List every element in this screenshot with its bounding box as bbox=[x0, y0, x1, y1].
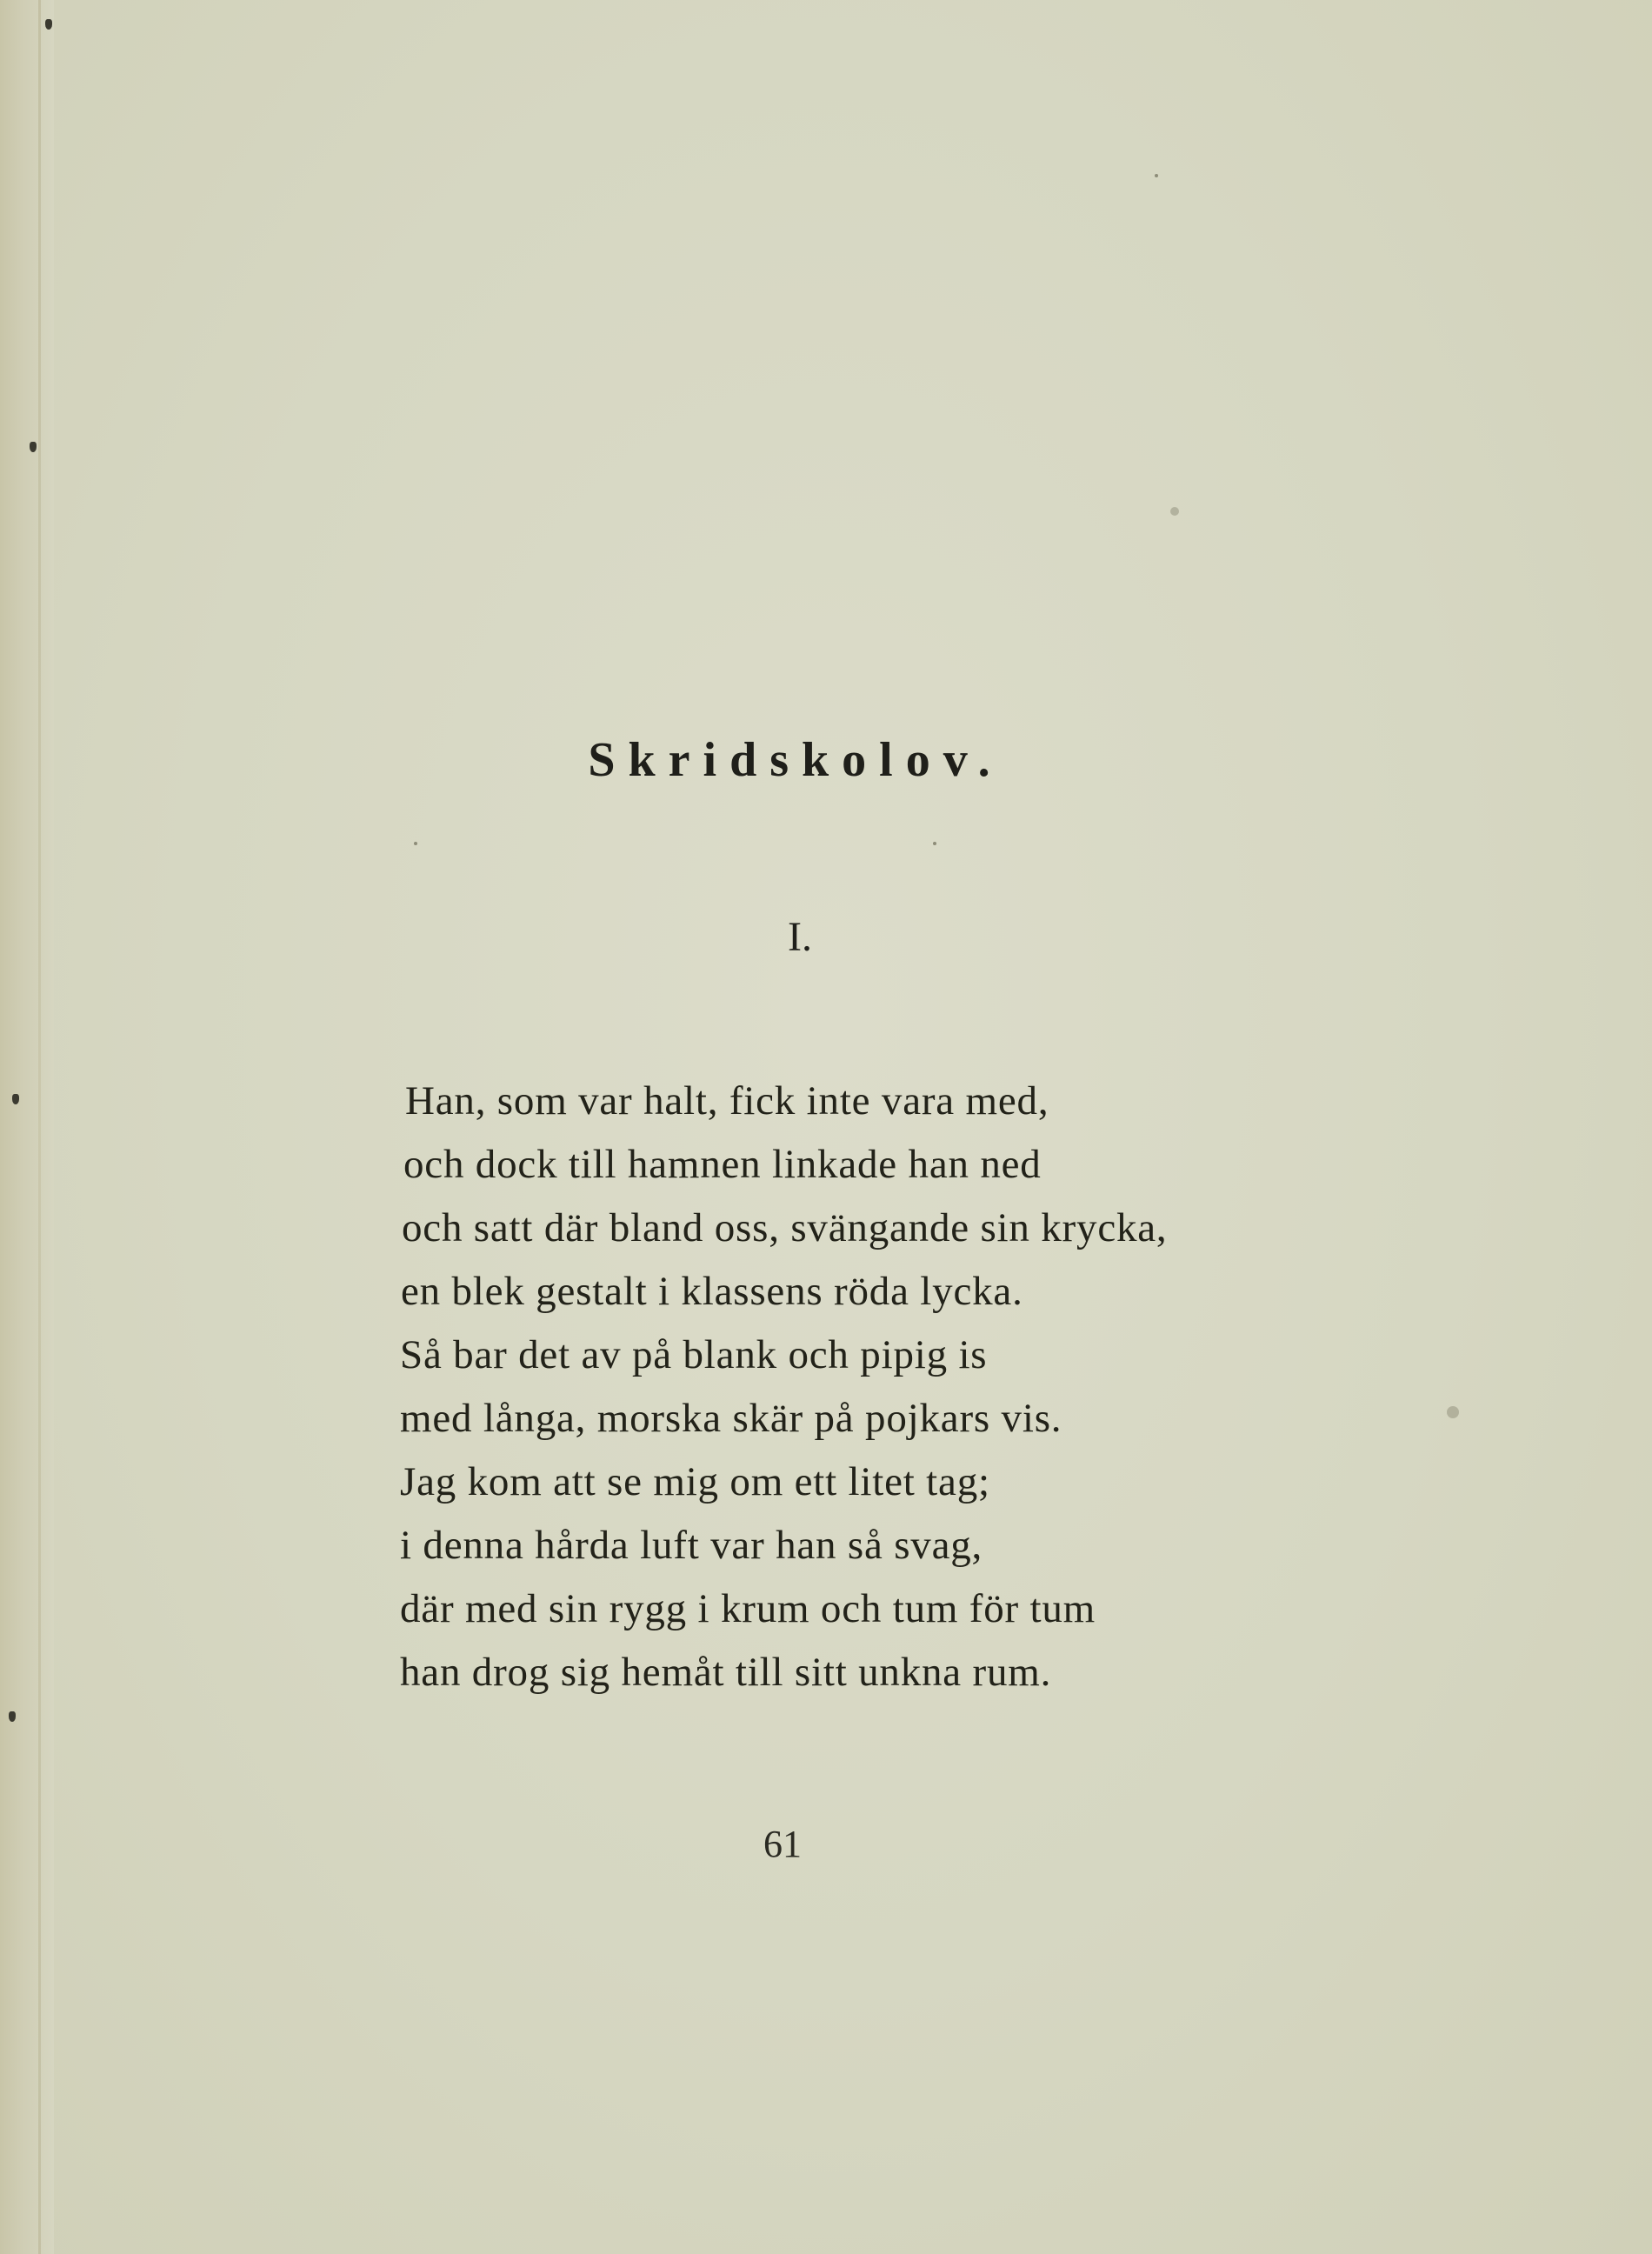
poem-line: där med sin rygg i krum och tum för tum bbox=[400, 1586, 1096, 1631]
poem-title: Skridskolov. bbox=[588, 733, 1003, 787]
paper-speck bbox=[1447, 1406, 1459, 1418]
poem-line: och satt där bland oss, svängande sin krycka, bbox=[402, 1205, 1168, 1250]
poem-line: en blek gestalt i klassens röda lycka. bbox=[401, 1269, 1023, 1314]
paper-speck bbox=[1170, 507, 1179, 516]
page-number: 61 bbox=[763, 1823, 802, 1865]
binding-thread-mark bbox=[9, 1711, 16, 1722]
poem-stanza bbox=[400, 1070, 1356, 1704]
paper-speck bbox=[933, 842, 936, 845]
poem-line: han drog sig hemåt till sitt unkna rum. bbox=[400, 1650, 1052, 1695]
poem-line: med långa, morska skär på pojkars vis. bbox=[400, 1396, 1062, 1441]
binding-thread-mark bbox=[30, 442, 37, 452]
poem-line: Så bar det av på blank och pipig is bbox=[400, 1332, 988, 1377]
poem-line: i denna hårda luft var han så svag, bbox=[400, 1523, 983, 1568]
poem-line: och dock till hamnen linkade han ned bbox=[403, 1142, 1042, 1187]
poem-line: Jag kom att se mig om ett litet tag; bbox=[400, 1459, 990, 1504]
section-numeral: I. bbox=[788, 914, 812, 960]
binding-edge bbox=[0, 0, 54, 2254]
paper-speck bbox=[414, 842, 417, 845]
binding-crease bbox=[38, 0, 41, 2254]
binding-thread-mark bbox=[12, 1094, 19, 1104]
paper-speck bbox=[1155, 174, 1158, 177]
binding-thread-mark bbox=[45, 19, 52, 30]
poem-line: Han, som var halt, fick inte vara med, bbox=[405, 1078, 1049, 1124]
